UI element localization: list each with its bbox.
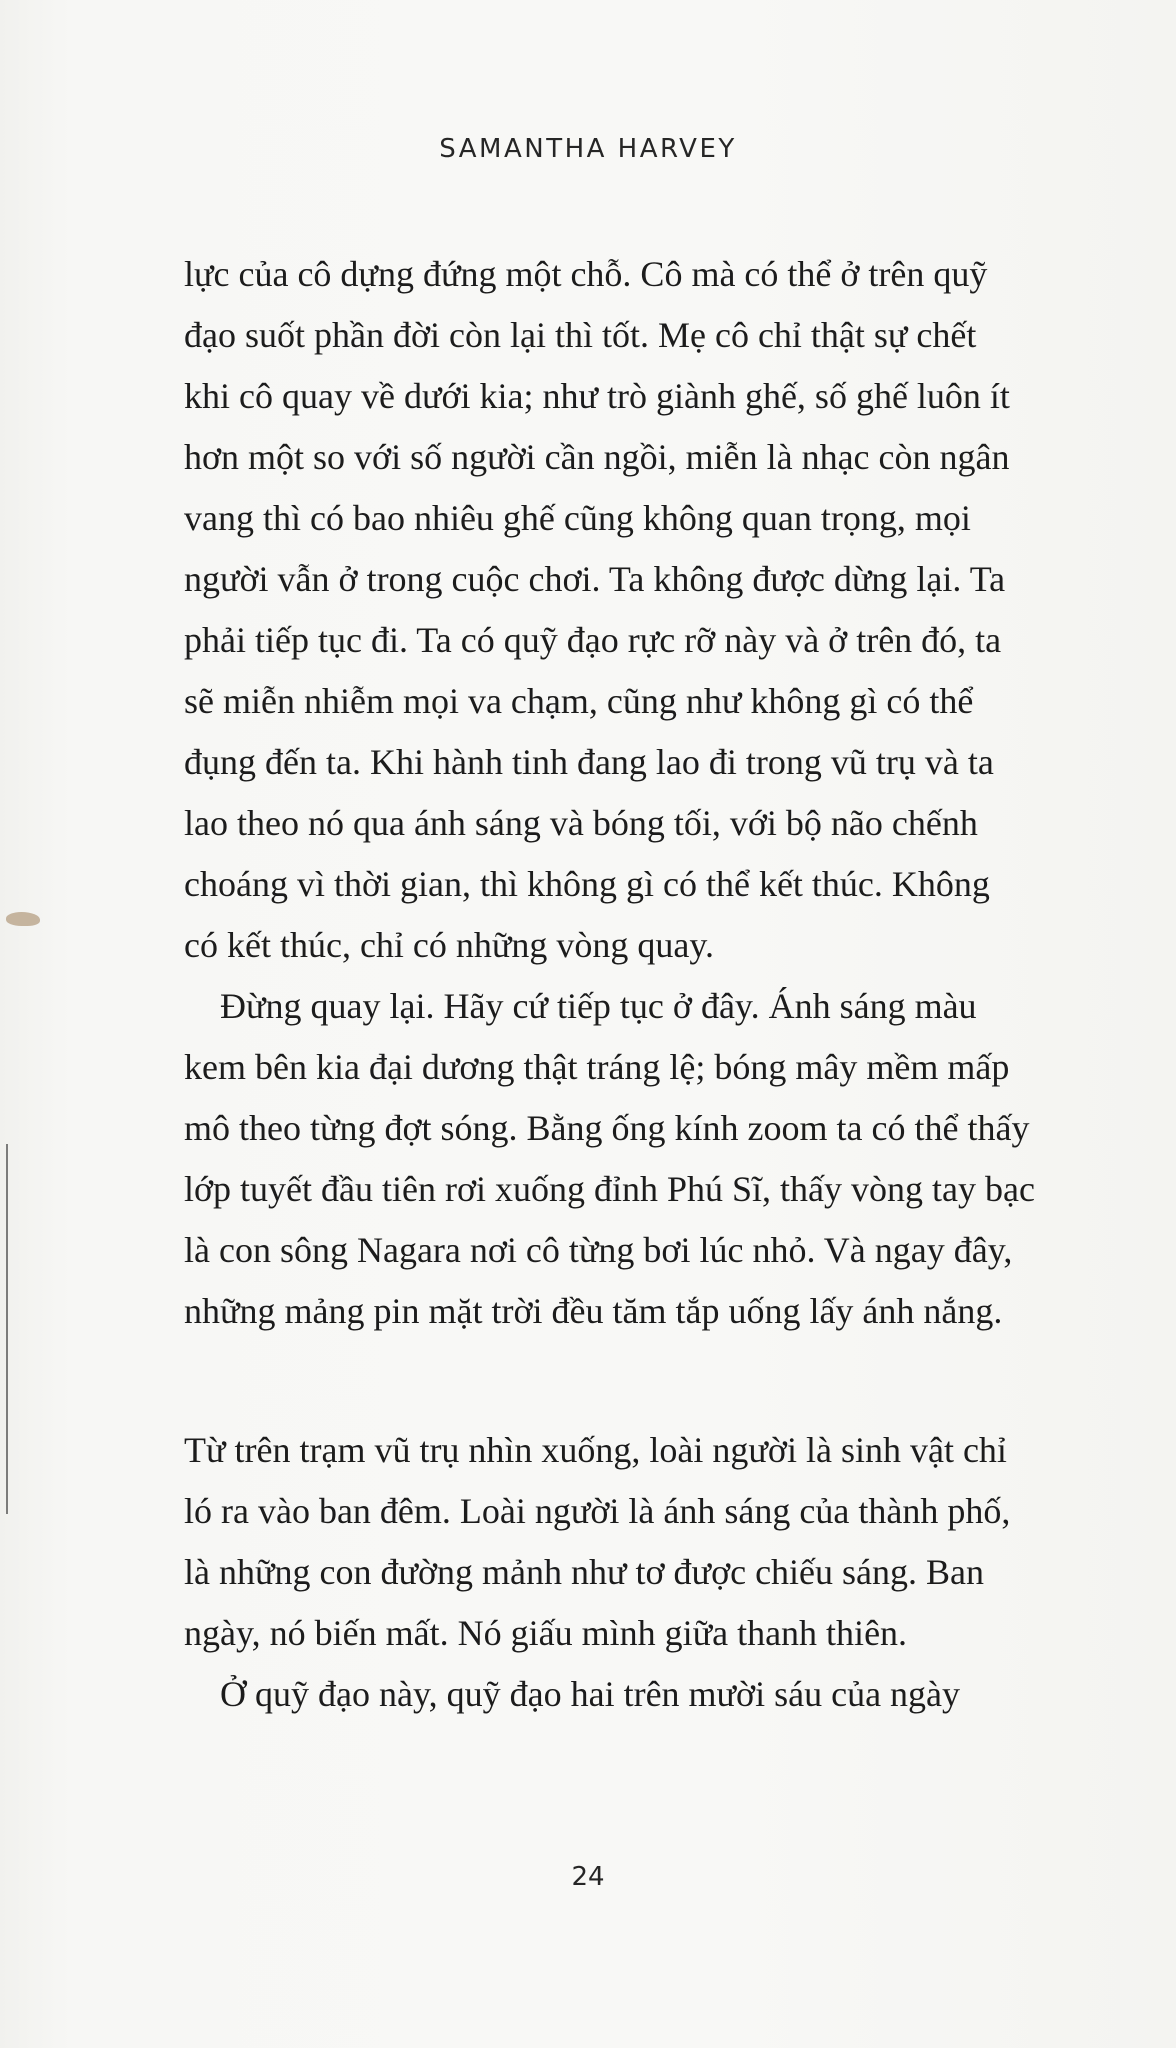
text-line: đụng đến ta. Khi hành tinh đang lao đi trong vũ trụ và ta xyxy=(184,742,994,782)
text-line: ngày, nó biến mất. Nó giấu mình giữa thanh thiên. xyxy=(184,1613,908,1653)
text-line: mô theo từng đợt sóng. Bằng ống kính zoom ta có thể thấy xyxy=(184,1108,1030,1148)
page-stain xyxy=(6,912,40,926)
running-header-author: SAMANTHA HARVEY xyxy=(439,134,737,164)
paragraph-1 xyxy=(184,244,1124,976)
text-line: người vẫn ở trong cuộc chơi. Ta không được dừng lại. Ta xyxy=(184,559,1006,599)
text-line: ló ra vào ban đêm. Loài người là ánh sáng của thành phố, xyxy=(184,1491,1011,1531)
text-line: choáng vì thời gian, thì không gì có thể kết thúc. Không xyxy=(184,864,990,904)
text-line: kem bên kia đại dương thật tráng lệ; bóng mây mềm mấp xyxy=(184,1047,1010,1087)
text-line: đạo suốt phần đời còn lại thì tốt. Mẹ cô chỉ thật sự chết xyxy=(184,315,977,355)
text-line: lao theo nó qua ánh sáng và bóng tối, với bộ não chếnh xyxy=(184,803,978,843)
section-break xyxy=(184,1342,1124,1420)
text-line: vang thì có bao nhiêu ghế cũng không quan trọng, mọi xyxy=(184,498,971,538)
scan-edge-line xyxy=(6,1144,8,1514)
paragraph-2 xyxy=(184,976,1124,1342)
text-line: lớp tuyết đầu tiên rơi xuống đỉnh Phú Sĩ, thấy vòng tay bạc xyxy=(184,1169,1035,1209)
text-line: có kết thúc, chỉ có những vòng quay. xyxy=(184,925,715,965)
paragraph-4 xyxy=(184,1664,1124,1725)
paragraph-3 xyxy=(184,1420,1124,1664)
text-line: phải tiếp tục đi. Ta có quỹ đạo rực rỡ này và ở trên đó, ta xyxy=(184,620,1002,660)
text-line: là những con đường mảnh như tơ được chiếu sáng. Ban xyxy=(184,1552,985,1592)
text-line: Từ trên trạm vũ trụ nhìn xuống, loài người là sinh vật chỉ xyxy=(184,1430,1007,1470)
body-text xyxy=(184,244,1124,1725)
text-line: khi cô quay về dưới kia; như trò giành ghế, số ghế luôn ít xyxy=(184,376,1010,416)
page-number: 24 xyxy=(571,1862,605,1892)
text-line: lực của cô dựng đứng một chỗ. Cô mà có thể ở trên quỹ xyxy=(184,254,988,294)
text-line: sẽ miễn nhiễm mọi va chạm, cũng như không gì có thể xyxy=(184,681,974,721)
text-line: Đừng quay lại. Hãy cứ tiếp tục ở đây. Ánh sáng màu xyxy=(220,986,977,1026)
text-line: Ở quỹ đạo này, quỹ đạo hai trên mười sáu của ngày xyxy=(220,1674,961,1714)
text-line: những mảng pin mặt trời đều tăm tắp uống lấy ánh nắng. xyxy=(184,1291,1003,1331)
text-line: hơn một so với số người cần ngồi, miễn là nhạc còn ngân xyxy=(184,437,1010,477)
text-line: là con sông Nagara nơi cô từng bơi lúc nhỏ. Và ngay đây, xyxy=(184,1230,1013,1270)
